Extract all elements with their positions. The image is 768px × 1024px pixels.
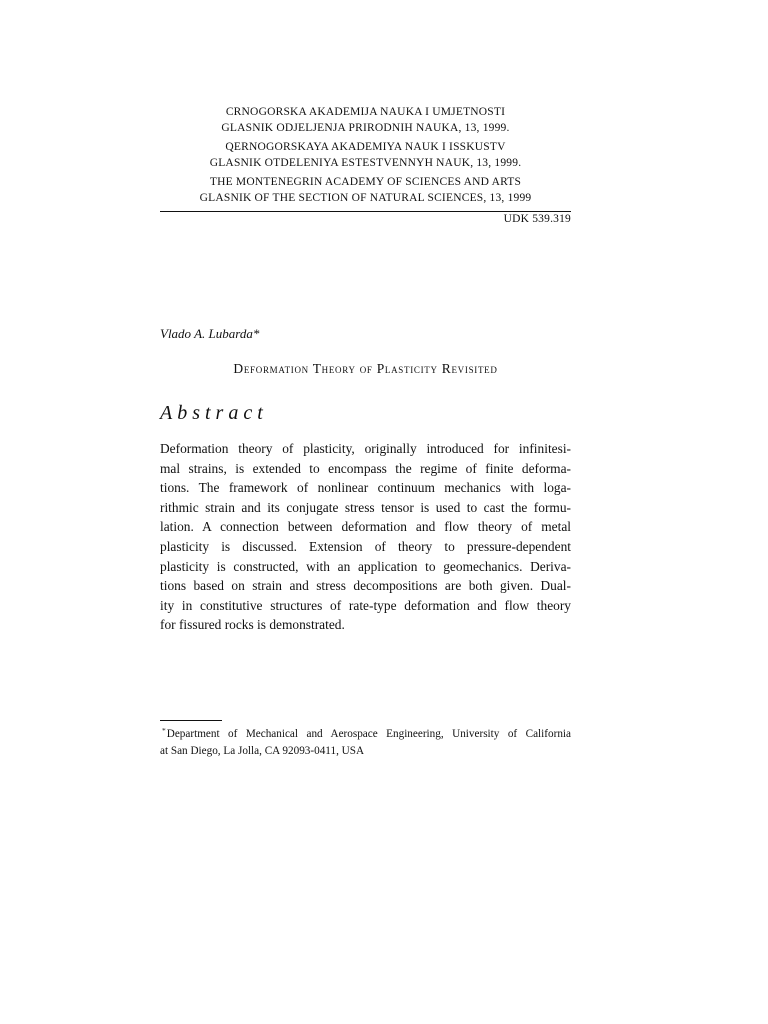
header-line: GLASNIK OTDELENIYA ESTESTVENNYH NAUK, 13, 1999. — [209, 157, 522, 169]
header-line: GLASNIK ODJELJENJA PRIRODNIH NAUKA, 13, 1999. — [221, 122, 510, 134]
author-name: Vlado A. Lubarda* — [160, 326, 260, 341]
abstract-line: for fissured rocks is demonstrated. — [160, 617, 345, 633]
abstract-line: plasticity is constructed, with an application to geomechanics. Deriva- — [160, 558, 571, 574]
footnote-line: at San Diego, La Jolla, CA 92093-0411, USA — [160, 745, 365, 757]
journal-header — [160, 104, 571, 209]
footnote-divider — [160, 720, 222, 721]
abstract-line: plasticity is discussed. Extension of theory to pressure-dependent — [160, 538, 571, 554]
footnote-mark: * — [162, 726, 166, 735]
abstract-body — [160, 439, 571, 635]
paper-title: Deformation Theory of Plasticity Revisited — [233, 361, 498, 376]
abstract-heading: Abstract — [160, 402, 268, 424]
header-block-transliterated — [160, 139, 571, 171]
abstract-line: mal strains, is extended to encompass the regime of finite deforma- — [160, 460, 571, 476]
footnote-line — [160, 722, 571, 743]
abstract-line: Deformation theory of plasticity, originally introduced for infinitesi- — [160, 441, 571, 456]
footnote-text: Department of Mechanical and Aerospace Engineering, University of California — [166, 728, 571, 740]
header-line: CRNOGORSKA AKADEMIJA NAUKA I UMJETNOSTI — [225, 106, 506, 118]
header-line: GLASNIK OF THE SECTION OF NATURAL SCIENCES, 13, 1999 — [199, 192, 532, 204]
footnote — [160, 722, 571, 760]
header-block-montenegrin — [160, 104, 571, 136]
abstract-line: tions based on strain and stress decompositions are both given. Dual- — [160, 578, 571, 594]
abstract-line: rithmic strain and its conjugate stress tensor is used to cast the formu- — [160, 499, 571, 515]
header-block-english — [160, 174, 571, 206]
header-line: THE MONTENEGRIN ACADEMY OF SCIENCES AND ARTS — [209, 176, 522, 188]
abstract-line: ity in constitutive structures of rate-type deformation and flow theory — [160, 597, 571, 613]
udk-code: UDK 539.319 — [503, 213, 571, 225]
header-line: QERNOGORSKAYA AKADEMIYA NAUK I ISSKUSTV — [225, 141, 506, 153]
abstract-line: lation. A connection between deformation and flow theory of metal — [160, 519, 571, 535]
abstract-line: tions. The framework of nonlinear continuum mechanics with loga- — [160, 480, 571, 496]
header-divider — [160, 211, 571, 212]
